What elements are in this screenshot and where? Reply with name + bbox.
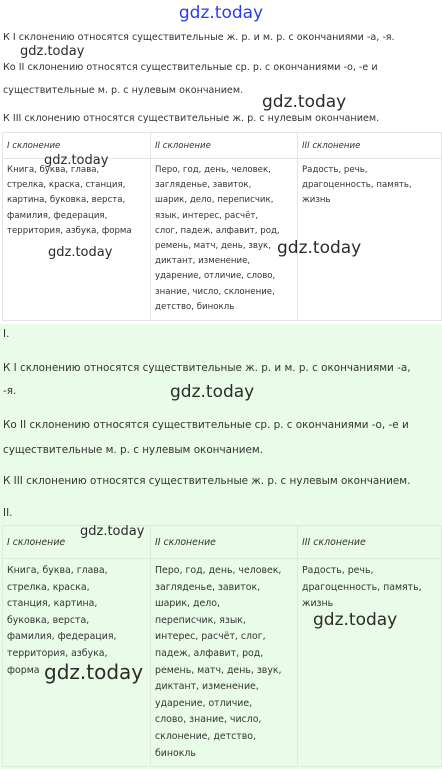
word-line: шарик, дело, bbox=[155, 598, 220, 610]
header-third-declension: III склонение bbox=[298, 133, 442, 159]
section-label-ii: II. bbox=[3, 507, 13, 519]
word-line: ударение, отличие, слово, bbox=[155, 271, 276, 282]
answer-rule1-line2: -я. bbox=[3, 385, 17, 397]
word-line: буковка, верста, bbox=[7, 614, 90, 626]
watermark-text: gdz.today bbox=[44, 153, 109, 168]
word-line: стрелка, краска, станция, bbox=[7, 180, 126, 191]
declension-table-2 bbox=[2, 525, 442, 767]
word-line: слово, знание, число, bbox=[155, 714, 262, 726]
watermark-text: gdz.today bbox=[20, 44, 85, 59]
word-line: язык, интерес, расчёт, bbox=[155, 210, 259, 221]
word-line: драгоценность, память, bbox=[302, 581, 422, 593]
answer-rule3: К III склонению относятся существительные ж. р. с нулевым окончанием. bbox=[3, 475, 411, 487]
watermark-text: gdz.today bbox=[277, 238, 362, 258]
word-line: ударение, отличие, bbox=[155, 697, 253, 709]
word-line: стрелка, краска, bbox=[7, 581, 90, 593]
word-line: картина, буковка, верста, bbox=[7, 195, 126, 206]
word-line: склонение, детство, bbox=[155, 730, 256, 742]
rule-second-declension-line1: Ко II склонению относятся существительные ср. р. с окончаниями -о, -е и bbox=[3, 62, 378, 73]
cell-second-declension bbox=[151, 559, 298, 767]
word-line: Радость, речь, bbox=[302, 165, 368, 175]
word-line: падеж, алфавит, род, bbox=[155, 647, 264, 659]
header-first-declension: I склонение bbox=[3, 526, 151, 559]
word-line: ремень, матч, день, звук, bbox=[155, 664, 282, 676]
rule-first-declension: К I склонению относятся существительные ж. р. и м. р. с окончаниями -а, -я. bbox=[3, 32, 395, 43]
word-line: станция, картина, bbox=[7, 598, 98, 610]
rule-second-declension-line2: существительные м. р. с нулевым окончанием. bbox=[3, 85, 244, 96]
watermark-text: gdz.today bbox=[262, 92, 347, 112]
word-line: знание, число, склонение, bbox=[155, 286, 275, 297]
word-line: Радость, речь, bbox=[302, 565, 374, 576]
word-line: загляденье, завиток, bbox=[155, 581, 261, 593]
answer-rule2-line2: существительные м. р. с нулевым окончанием. bbox=[3, 444, 264, 456]
word-line: шарик, дело, переписчик, bbox=[155, 195, 274, 206]
section-label-i: I. bbox=[3, 328, 10, 340]
word-line: бинокль bbox=[155, 747, 196, 759]
word-line: Перо, год, день, человек, bbox=[155, 565, 282, 576]
header-first-declension: I склонение bbox=[3, 133, 151, 159]
word-line: драгоценность, память, bbox=[302, 180, 412, 191]
word-line: Перо, год, день, человек, bbox=[155, 165, 271, 175]
word-line: детство, бинокль bbox=[155, 301, 235, 312]
word-line: жизнь bbox=[302, 598, 334, 610]
word-line: территория, азбука, bbox=[7, 647, 108, 659]
word-line: интерес, расчёт, слог, bbox=[155, 631, 266, 643]
answer-rule1-line1: К I склонению относятся существительные ж. р. и м. р. с окончаниями -а, bbox=[3, 362, 411, 374]
word-line: форма bbox=[7, 664, 40, 676]
word-line: ремень, матч, день, звук, bbox=[155, 241, 271, 252]
watermark-text: gdz.today bbox=[44, 660, 144, 684]
word-line: фамилия, федерация, bbox=[7, 631, 117, 643]
word-line: слог, падеж, алфавит, род, bbox=[155, 225, 280, 236]
word-line: диктант, изменение, bbox=[155, 681, 259, 693]
cell-third-declension bbox=[298, 559, 442, 767]
watermark-text: gdz.today bbox=[313, 610, 398, 630]
word-line: территория, азбука, форма bbox=[7, 225, 132, 236]
word-line: Книга, буква, глава, bbox=[7, 565, 108, 576]
watermark-text: gdz.today bbox=[170, 382, 255, 402]
rule-third-declension: К III склонению относятся существительные ж. р. с нулевым окончанием. bbox=[3, 113, 380, 124]
watermark-text: gdz.today bbox=[48, 245, 113, 260]
word-line: диктант, изменение, bbox=[155, 256, 251, 267]
header-third-declension: III склонение bbox=[298, 526, 442, 559]
site-logo[interactable]: gdz.today bbox=[178, 3, 264, 23]
cell-second-declension bbox=[151, 159, 298, 321]
word-line: фамилия, федерация, bbox=[7, 210, 108, 221]
word-line: жизнь bbox=[302, 195, 331, 206]
header-second-declension: II склонение bbox=[151, 526, 298, 559]
cell-first-declension bbox=[3, 159, 151, 321]
header-second-declension: II склонение bbox=[151, 133, 298, 159]
word-line: Книга, буква, глава, bbox=[7, 165, 100, 175]
word-line: переписчик, язык, bbox=[155, 614, 246, 626]
answer-rule2-line1: Ко II склонению относятся существительные ср. р. с окончаниями -о, -е и bbox=[3, 419, 409, 431]
word-line: загляденье, завиток, bbox=[155, 180, 252, 191]
watermark-text: gdz.today bbox=[80, 524, 145, 539]
